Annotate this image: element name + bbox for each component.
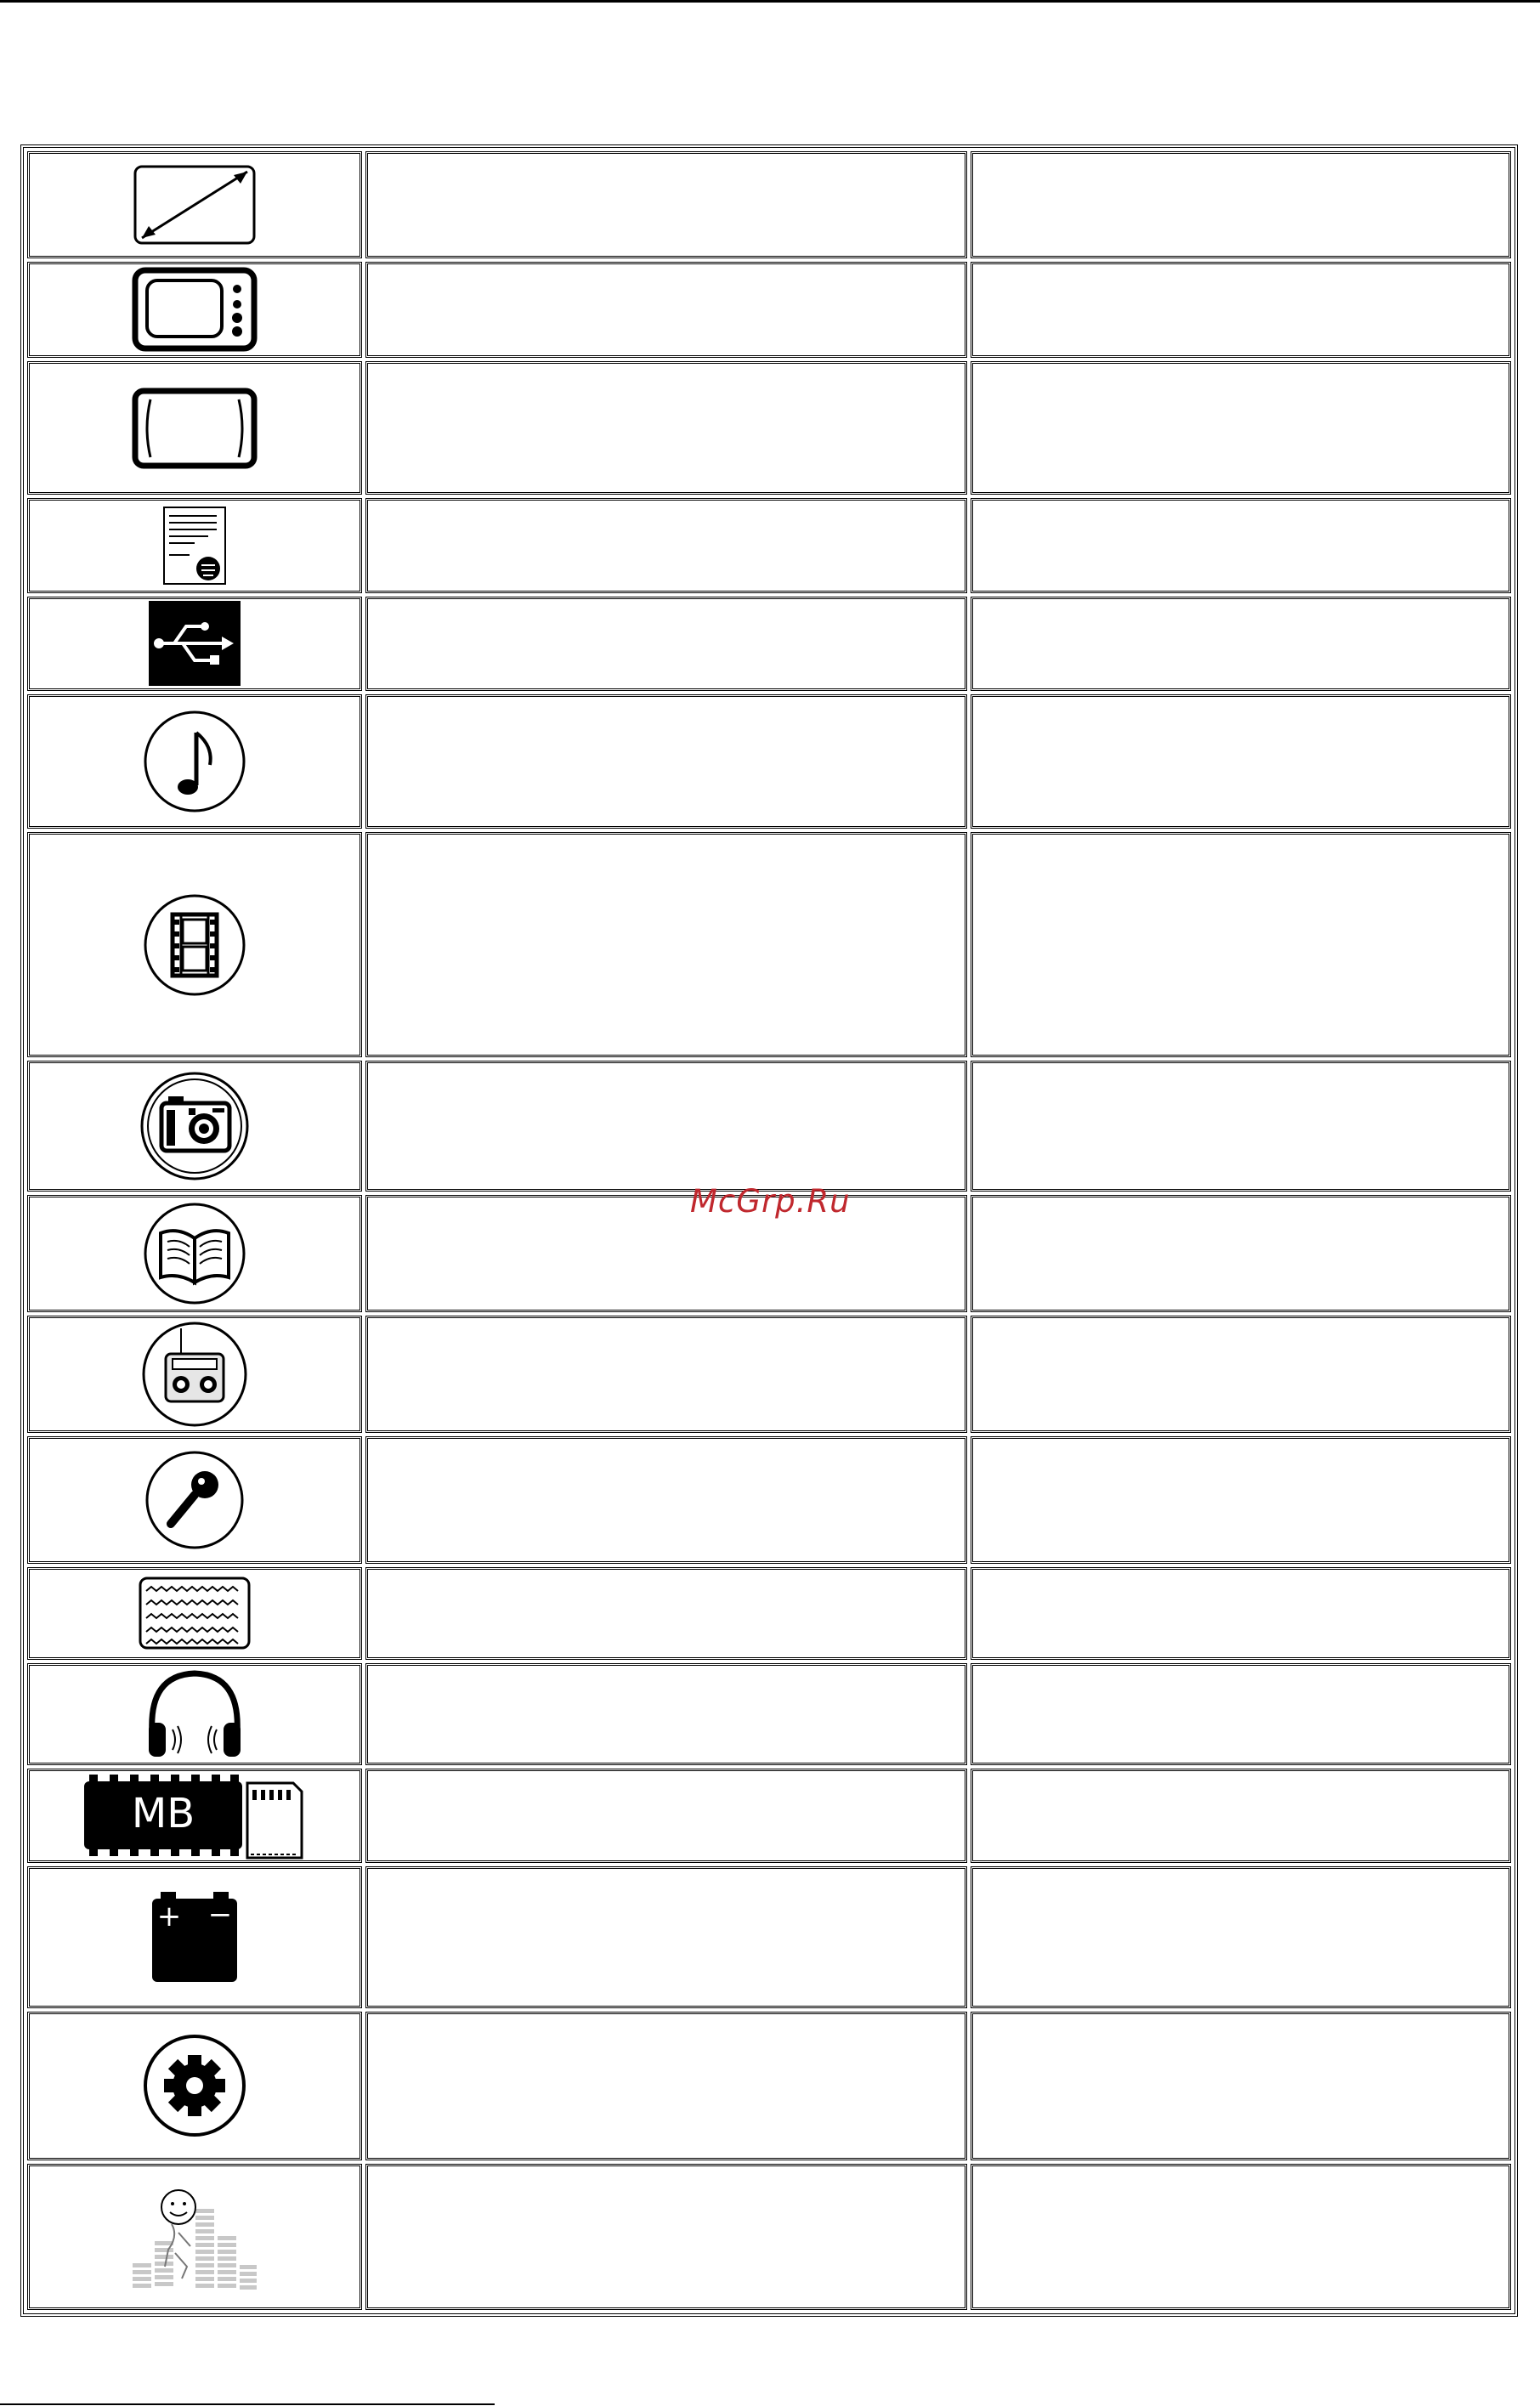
icon-cell — [27, 498, 362, 592]
note-cell — [971, 597, 1511, 691]
description-cell — [365, 597, 967, 691]
table-row — [27, 498, 1511, 592]
footnote-rule — [0, 2403, 495, 2405]
table-row — [27, 2164, 1511, 2310]
description-cell — [365, 1866, 967, 2008]
note-cell — [971, 832, 1511, 1057]
note-cell — [971, 262, 1511, 359]
description-cell — [365, 1436, 967, 1564]
description-cell — [365, 1316, 967, 1433]
description-cell — [365, 151, 967, 258]
note-cell — [971, 498, 1511, 592]
icon-cell — [27, 361, 362, 495]
note-cell — [971, 151, 1511, 258]
note-cell — [971, 1316, 1511, 1433]
battery-icon — [30, 1869, 360, 2006]
note-cell — [971, 1769, 1511, 1863]
usb-icon — [30, 599, 360, 688]
note-cell — [971, 2164, 1511, 2310]
widescreen-frame-icon — [30, 364, 360, 492]
open-book-icon — [30, 1197, 360, 1310]
table-row — [27, 262, 1511, 359]
battery-plus: + — [156, 1899, 182, 1933]
diagonal-arrow-icon — [30, 154, 360, 256]
icon-cell — [27, 262, 362, 359]
tv-set-icon — [30, 264, 360, 356]
chip-label: MB — [131, 1790, 195, 1838]
camera-icon — [30, 1063, 360, 1189]
table-row — [27, 1663, 1511, 1765]
note-cell — [971, 1436, 1511, 1564]
table-row — [27, 2012, 1511, 2160]
icon-cell — [27, 1663, 362, 1765]
note-cell — [971, 2012, 1511, 2160]
description-cell — [365, 262, 967, 359]
table-row — [27, 1866, 1511, 2008]
icon-cell — [27, 1061, 362, 1192]
icon-cell — [27, 597, 362, 691]
table-row — [27, 1769, 1511, 1863]
description-cell — [365, 1769, 967, 1863]
microphone-icon — [30, 1439, 360, 1561]
icon-cell — [27, 694, 362, 829]
text-document-icon — [30, 501, 360, 590]
description-cell — [365, 1061, 967, 1192]
description-cell — [365, 361, 967, 495]
table-row — [27, 1061, 1511, 1192]
memory-chip-icon — [30, 1771, 360, 1860]
symbol-table — [20, 144, 1518, 2317]
table-row — [27, 1567, 1511, 1660]
description-cell — [365, 2164, 967, 2310]
icon-cell — [27, 1195, 362, 1312]
description-cell — [365, 1195, 967, 1312]
note-cell — [971, 1866, 1511, 2008]
table-row — [27, 1316, 1511, 1433]
description-cell — [365, 2012, 967, 2160]
icon-cell — [27, 1316, 362, 1433]
icon-cell — [27, 2012, 362, 2160]
icon-cell — [27, 1866, 362, 2008]
description-cell — [365, 1567, 967, 1660]
icon-cell — [27, 1769, 362, 1863]
icon-cell — [27, 832, 362, 1057]
icon-cell — [27, 2164, 362, 2310]
table-row — [27, 832, 1511, 1057]
battery-minus: − — [207, 1897, 233, 1932]
table-row — [27, 151, 1511, 258]
description-cell — [365, 694, 967, 829]
table-row — [27, 694, 1511, 829]
description-cell — [365, 498, 967, 592]
note-cell — [971, 1195, 1511, 1312]
film-strip-icon — [30, 835, 360, 1055]
note-cell — [971, 1061, 1511, 1192]
table-row — [27, 597, 1511, 691]
smiley-equalizer-icon — [30, 2166, 360, 2307]
table-row — [27, 1436, 1511, 1564]
icon-cell — [27, 1436, 362, 1564]
music-note-icon — [30, 697, 360, 826]
note-cell — [971, 361, 1511, 495]
note-cell — [971, 1567, 1511, 1660]
watermark: McGrp.Ru — [690, 1183, 851, 1220]
description-cell — [365, 832, 967, 1057]
note-cell — [971, 694, 1511, 829]
radio-icon — [30, 1318, 360, 1430]
note-cell — [971, 1663, 1511, 1765]
wavy-lines-icon — [30, 1570, 360, 1657]
table-row — [27, 361, 1511, 495]
description-cell — [365, 1663, 967, 1765]
icon-cell — [27, 1567, 362, 1660]
top-rule — [0, 0, 1540, 3]
headphones-icon — [30, 1666, 360, 1763]
icon-cell — [27, 151, 362, 258]
gear-icon — [30, 2014, 360, 2157]
